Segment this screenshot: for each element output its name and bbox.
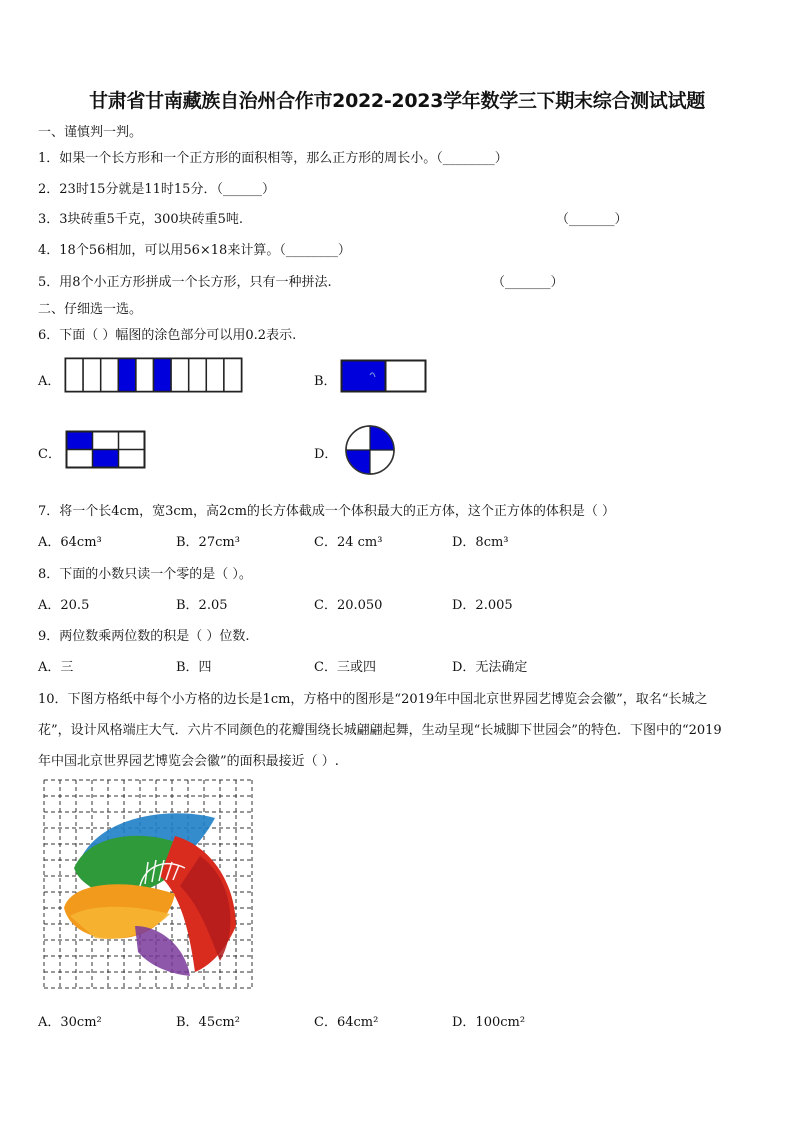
question-text: 1．如果一个长方形和一个正方形的面积相等，那么正方形的周长小。 bbox=[38, 151, 437, 166]
unshaded-cell bbox=[101, 359, 119, 392]
q8-option-b[interactable]: B．2.05 bbox=[176, 598, 228, 613]
q10-option-d[interactable]: D．100cm² bbox=[452, 1015, 526, 1030]
section-heading-judge: 一、谨慎判一判。 bbox=[38, 125, 143, 140]
answer-blank[interactable]: （_______） bbox=[556, 212, 628, 227]
unshaded-cell bbox=[66, 359, 84, 392]
q9-option-c[interactable]: C．三或四 bbox=[314, 660, 376, 675]
q10-option-a[interactable]: A．30cm² bbox=[38, 1015, 102, 1030]
question-text: 4．18个56相加，可以用56×18来计算。 bbox=[38, 243, 280, 258]
unshaded-cell bbox=[136, 359, 154, 392]
question-10-line-3: 年中国北京世界园艺博览会会徽”的面积最接近（ ）. bbox=[38, 754, 339, 769]
question-8-stem: 8．下面的小数只读一个零的是（ ）。 bbox=[38, 567, 252, 582]
option-a-label: A． bbox=[38, 374, 61, 389]
q9-option-d[interactable]: D．无法确定 bbox=[452, 660, 528, 675]
option-b-figure[interactable] bbox=[340, 359, 428, 393]
judge-question-5 bbox=[38, 271, 332, 290]
q8-option-d[interactable]: D．2.005 bbox=[452, 598, 513, 613]
option-c-label: C． bbox=[38, 447, 61, 462]
judge-question-3 bbox=[38, 208, 243, 227]
question-text: 2．23时15分就是11时15分． bbox=[38, 182, 217, 197]
answer-blank[interactable]: （________） bbox=[436, 151, 508, 166]
answer-blank[interactable]: （_______） bbox=[492, 275, 564, 290]
unshaded-cell bbox=[189, 359, 207, 392]
option-c-figure[interactable] bbox=[65, 430, 147, 470]
q7-option-d[interactable]: D．8cm³ bbox=[452, 535, 509, 550]
question-6-stem: 6．下面（ ）幅图的涂色部分可以用0.2表示. bbox=[38, 328, 297, 343]
question-10-line-1: 10．下图方格纸中每个小方格的边长是1cm，方格中的图形是“2019年中国北京世界园艺博览会会徽”，取名“长城之 bbox=[38, 692, 708, 707]
unshaded-cell bbox=[171, 359, 189, 392]
judge-question-4 bbox=[38, 239, 351, 258]
q7-option-b[interactable]: B．27cm³ bbox=[176, 535, 240, 550]
q10-option-b[interactable]: B．45cm² bbox=[176, 1015, 240, 1030]
shaded-cell bbox=[118, 359, 136, 392]
section-heading-choice: 二、仔细选一选。 bbox=[38, 302, 143, 317]
q10-option-c[interactable]: C．64cm² bbox=[314, 1015, 379, 1030]
unshaded-cell bbox=[206, 359, 224, 392]
page-title: 甘肃省甘南藏族自治州合作市2022-2023学年数学三下期末综合测试试题 bbox=[89, 90, 705, 112]
q9-option-b[interactable]: B．四 bbox=[176, 660, 212, 675]
option-d-label: D． bbox=[314, 447, 338, 462]
unshaded-cell bbox=[83, 359, 101, 392]
q8-option-c[interactable]: C．20.050 bbox=[314, 598, 383, 613]
question-10-line-2: 花”，设计风格端庄大气．六片不同颜色的花瓣围绕长城翩翩起舞，生动呈现“长城脚下世园会”的特色．下图中的“2019 bbox=[38, 723, 722, 738]
q7-option-c[interactable]: C．24 cm³ bbox=[314, 535, 383, 550]
question-7-stem: 7．将一个长4cm，宽3cm，高2cm的长方体截成一个体积最大的正方体，这个正方体的体积是（ ） bbox=[38, 504, 616, 519]
question-text: 5．用8个小正方形拼成一个长方形，只有一种拼法. bbox=[38, 275, 332, 290]
q8-option-a[interactable]: A．20.5 bbox=[38, 598, 90, 613]
q9-option-a[interactable]: A．三 bbox=[38, 660, 74, 675]
unshaded-cell bbox=[224, 359, 242, 392]
expo-emblem-logo bbox=[64, 813, 236, 976]
answer-blank[interactable]: （______） bbox=[216, 182, 275, 197]
question-text: 3．3块砖重5千克，300块砖重5吨. bbox=[38, 212, 244, 227]
shaded-cell bbox=[154, 359, 172, 392]
judge-question-1 bbox=[38, 147, 508, 166]
q7-option-a[interactable]: A．64cm³ bbox=[38, 535, 102, 550]
option-b-label: B． bbox=[314, 374, 337, 389]
option-a-figure[interactable] bbox=[64, 357, 244, 393]
expo-emblem-grid-figure bbox=[40, 776, 262, 998]
option-d-figure[interactable] bbox=[344, 422, 398, 478]
judge-question-2 bbox=[38, 178, 275, 197]
question-9-stem: 9．两位数乘两位数的积是（ ）位数. bbox=[38, 629, 250, 644]
answer-blank[interactable]: （________） bbox=[279, 243, 351, 258]
